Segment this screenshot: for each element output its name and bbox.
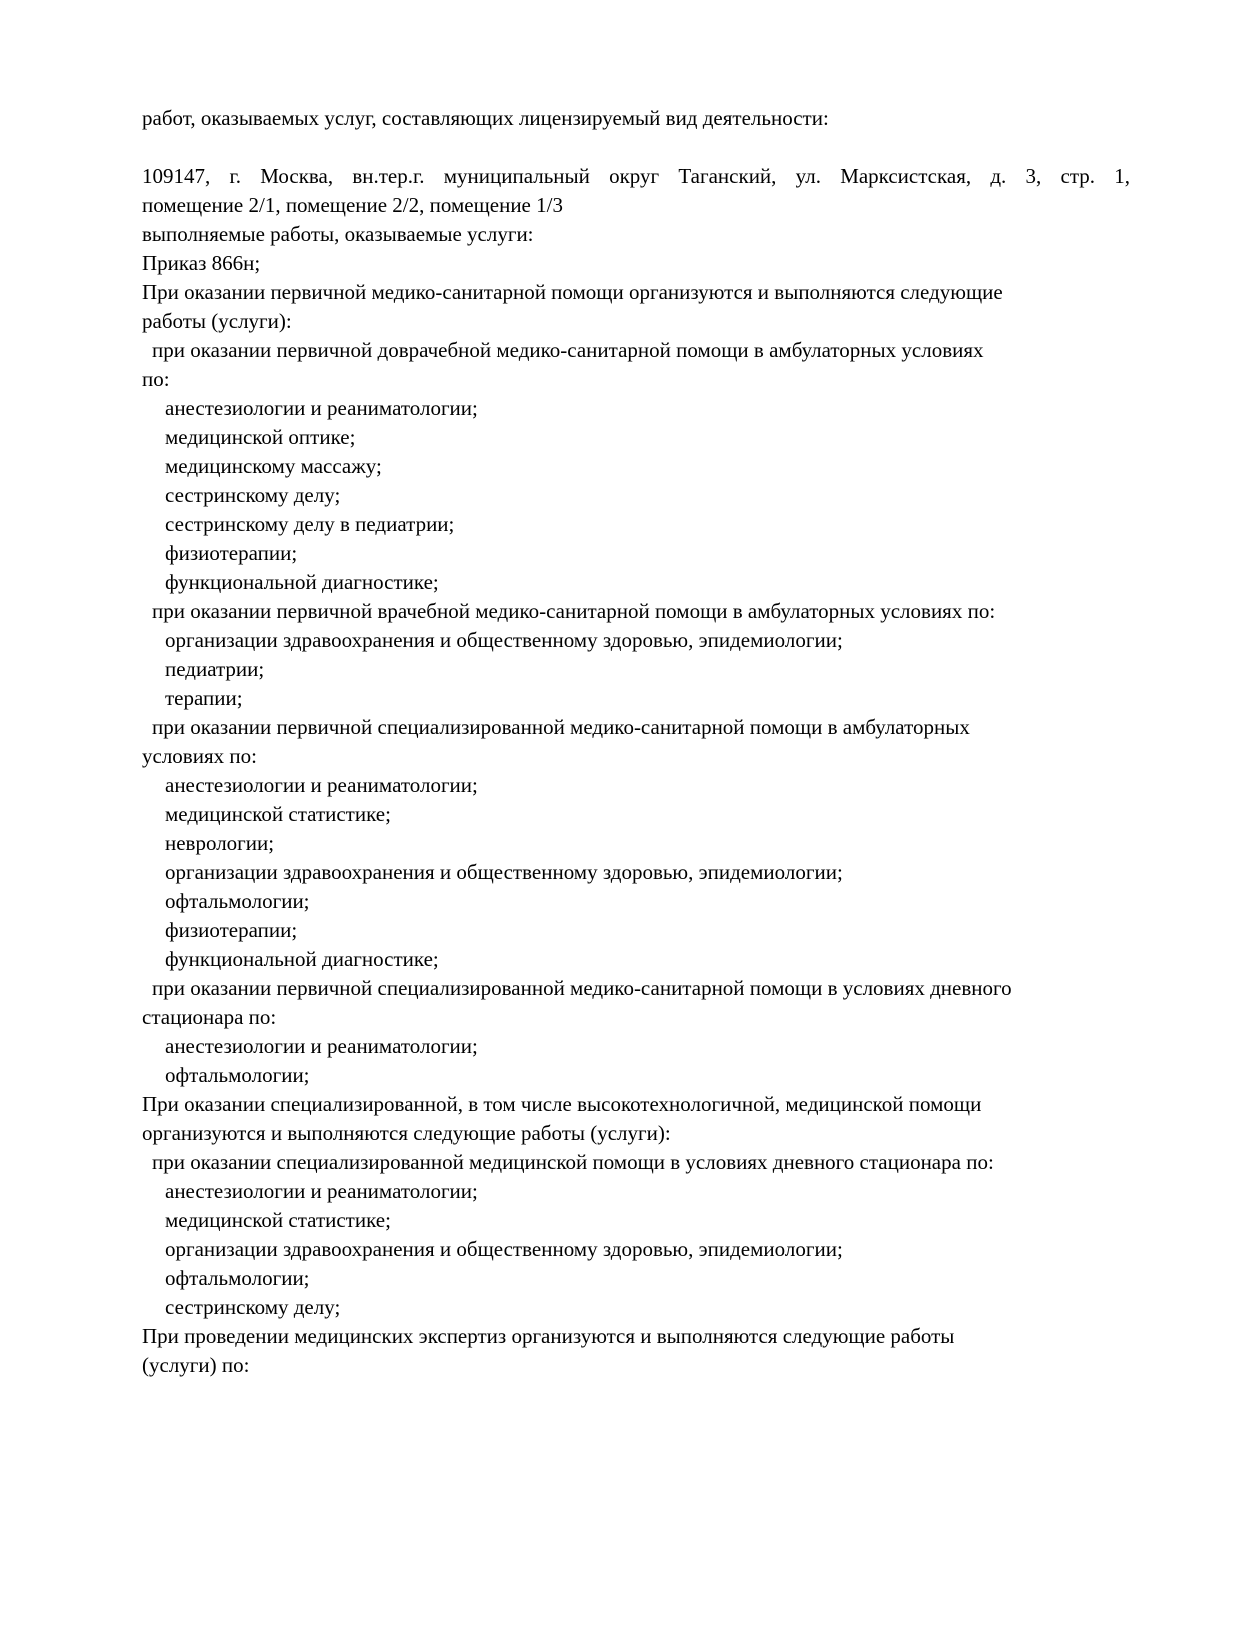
blank-line <box>142 133 1200 162</box>
text-line: организуются и выполняются следующие работы (услуги): <box>142 1121 671 1145</box>
text-line: сестринскому делу; <box>165 483 341 507</box>
text-line: терапии; <box>165 686 243 710</box>
text-line: медицинской оптике; <box>165 425 356 449</box>
text-line: офтальмологии; <box>165 1266 310 1290</box>
text-line: сестринскому делу; <box>165 1295 341 1319</box>
text-line: при оказании специализированной медицинской помощи в условиях дневного стационара по: <box>152 1150 994 1174</box>
text-line: При проведении медицинских экспертиз организуются и выполняются следующие работы <box>142 1324 955 1348</box>
text-line: при оказании первичной специализированной медико-санитарной помощи в амбулаторных <box>152 715 970 739</box>
text-line: помещение 2/1, помещение 2/2, помещение 1/3 <box>142 193 563 217</box>
text-line: 109147, г. Москва, вн.тер.г. муниципальный округ Таганский, ул. Марксистская, д. 3, стр. 1, <box>142 164 1130 188</box>
text-line: При оказании специализированной, в том числе высокотехнологичной, медицинской помощи <box>142 1092 982 1116</box>
text-line: педиатрии; <box>165 657 265 681</box>
text-line: офтальмологии; <box>165 1063 310 1087</box>
text-line: организации здравоохранения и общественному здоровью, эпидемиологии; <box>165 1237 843 1261</box>
text-line: организации здравоохранения и общественному здоровью, эпидемиологии; <box>165 628 843 652</box>
text-line: медицинскому массажу; <box>165 454 382 478</box>
text-line: функциональной диагностике; <box>165 947 439 971</box>
text-line: условиях по: <box>142 744 257 768</box>
license-text-block <box>142 104 1200 1380</box>
text-line: анестезиологии и реаниматологии; <box>165 773 478 797</box>
text-line: работ, оказываемых услуг, составляющих лицензируемый вид деятельности: <box>142 106 829 130</box>
text-line: сестринскому делу в педиатрии; <box>165 512 455 536</box>
text-line: (услуги) по: <box>142 1353 250 1377</box>
text-line: при оказании первичной специализированной медико-санитарной помощи в условиях дневного <box>152 976 1012 1000</box>
text-line: неврологии; <box>165 831 275 855</box>
text-line: работы (услуги): <box>142 309 292 333</box>
text-line: При оказании первичной медико-санитарной помощи организуются и выполняются следующие <box>142 280 1003 304</box>
text-line: анестезиологии и реаниматологии; <box>165 1034 478 1058</box>
text-line: физиотерапии; <box>165 541 298 565</box>
text-line: выполняемые работы, оказываемые услуги: <box>142 222 534 246</box>
text-line: при оказании первичной врачебной медико-санитарной помощи в амбулаторных условиях по: <box>152 599 996 623</box>
text-line: функциональной диагностике; <box>165 570 439 594</box>
text-line: при оказании первичной доврачебной медико-санитарной помощи в амбулаторных условиях <box>152 338 984 362</box>
text-line: Приказ 866н; <box>142 251 261 275</box>
text-line: анестезиологии и реаниматологии; <box>165 396 478 420</box>
text-line: организации здравоохранения и общественному здоровью, эпидемиологии; <box>165 860 843 884</box>
text-line: стационара по: <box>142 1005 277 1029</box>
text-line: офтальмологии; <box>165 889 310 913</box>
text-line: медицинской статистике; <box>165 1208 391 1232</box>
text-line: по: <box>142 367 170 391</box>
text-line: медицинской статистике; <box>165 802 391 826</box>
text-line: анестезиологии и реаниматологии; <box>165 1179 478 1203</box>
text-line: физиотерапии; <box>165 918 298 942</box>
